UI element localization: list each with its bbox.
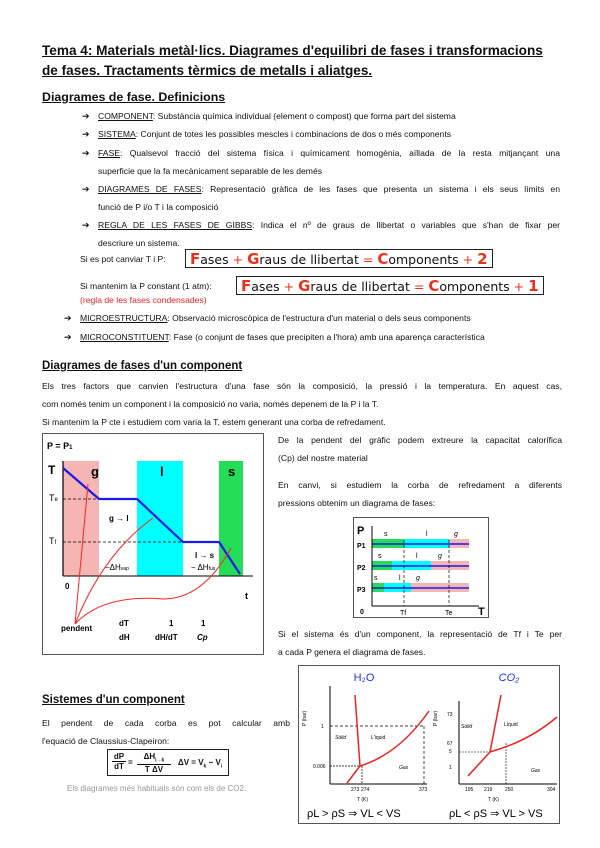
- svg-text:g: g: [416, 575, 420, 582]
- svg-text:P: P: [357, 525, 365, 537]
- paragraph-right: En canvi, si estudiem la corba de refredament a diferents pressions obtenim un diagrama de fases:: [278, 480, 562, 508]
- arrow-icon: ➔: [64, 332, 72, 342]
- paragraph-right: De la pendent del gràfic podem extreure la capacitat calorífica (Cp) del nostre material: [278, 435, 562, 463]
- svg-text:g: g: [438, 553, 442, 560]
- svg-text:T (K): T (K): [357, 797, 369, 803]
- svg-text:−ΔHvap: −ΔHvap: [105, 563, 129, 572]
- svg-text:273: 273: [351, 787, 360, 793]
- svg-text:0: 0: [65, 582, 70, 591]
- gibbs-label-p: Si mantenim la P constant (1 atm):: [80, 281, 212, 291]
- phase-diagram-figure: [353, 517, 489, 618]
- list-item: ➔ MICROESTRUCTURA: Observació microscòpica de l'estructura d'un material o dels seus components: [80, 309, 471, 327]
- svg-text:L'iquid: L'iquid: [371, 735, 386, 741]
- paragraph: El pendent de cada corba es pot calcular amb l'equació de Claussius-Clapeiron:: [42, 718, 290, 746]
- svg-text:s: s: [378, 553, 382, 560]
- svg-text:g: g: [454, 531, 458, 538]
- svg-text:195: 195: [465, 787, 474, 793]
- svg-text:1: 1: [449, 765, 452, 771]
- svg-text:dT: dT: [119, 619, 129, 628]
- svg-text:g: g: [91, 464, 99, 479]
- svg-text:Gas: Gas: [531, 768, 541, 774]
- gibbs-note: (regla de les fases condensades): [80, 295, 207, 305]
- svg-text:Te: Te: [445, 610, 453, 617]
- svg-text:g → l: g → l: [109, 514, 129, 523]
- section-heading-systems: Sistemes d'un component: [42, 694, 185, 706]
- clausius-clapeyron-formula: dP dT = $\Delta H_{i\to k}$ T ΔV $\Delta V = V_k - V_i$: [107, 749, 229, 776]
- svg-text:67: 67: [447, 741, 453, 747]
- svg-text:P (bar): P (bar): [433, 710, 439, 726]
- svg-text:373: 373: [419, 787, 428, 793]
- list-item: ➔ MICROCONSTITUENT: Fase (o conjunt de fases que precipiten a l'hora) amb una aparença característica: [80, 328, 485, 346]
- svg-text:219: 219: [484, 787, 493, 793]
- arrow-icon: ➔: [64, 313, 72, 323]
- svg-text:T (K): T (K): [488, 797, 500, 803]
- page-title: Tema 4: Materials metàl·lics. Diagrames d'equilibri de fases i transformacions de fases. Tractaments tèrmics de metalls i aliatges.: [42, 43, 543, 78]
- svg-text:Líquid: Líquid: [504, 722, 518, 728]
- svg-text:l: l: [416, 553, 418, 560]
- svg-text:73: 73: [447, 712, 453, 718]
- svg-text:CO₂: CO₂: [498, 672, 520, 684]
- list-item: ➔ SISTEMA: Conjunt de totes les possibles mescles i combinacions de dos o més components: [98, 125, 560, 143]
- svg-text:H₂O: H₂O: [353, 672, 375, 684]
- list-item: ➔ DIAGRAMES DE FASES: Representació gràfica de les fases que presenta un sistema i els seus límits en funció de P i/o T i la composició: [98, 180, 560, 216]
- arrow-icon: ➔: [82, 129, 90, 139]
- svg-text:P (bar): P (bar): [302, 710, 308, 726]
- arrow-icon: ➔: [82, 184, 90, 194]
- list-item: ➔ REGLA DE LES FASES DE GIBBS: Indica el nº de graus de llibertat o variables que s'han de fixar per descriure un sistema.: [98, 216, 560, 252]
- svg-text:P2: P2: [357, 565, 366, 572]
- gibbs-equation-2: Fases + Graus de llibertat = Components + 2: [185, 249, 493, 268]
- h2o-co2-diagrams-figure: [298, 665, 560, 824]
- svg-text:Gas: Gas: [399, 765, 409, 771]
- svg-text:1: 1: [169, 619, 174, 628]
- list-item: ➔ FASE: Qualsevol fracció del sistema física i químicament homogènia, aïllada de la resta mitjançant una superficie que la fa mecànicament separable de les demés: [98, 144, 560, 180]
- svg-text:Sòlid: Sòlid: [335, 735, 347, 741]
- svg-text:T: T: [48, 463, 56, 477]
- svg-text:P = P1: P = P1: [47, 441, 73, 451]
- svg-text:1: 1: [321, 724, 324, 730]
- svg-text:274: 274: [361, 787, 370, 793]
- svg-text:P3: P3: [357, 587, 366, 594]
- section-heading-one-component: Diagrames de fases d'un component: [42, 360, 243, 372]
- svg-text:l: l: [426, 531, 428, 538]
- note-text: Els diagrames més habituals són com els de CO2.: [67, 784, 247, 793]
- cooling-curve-figure: [42, 433, 264, 655]
- svg-text:ρL < ρS ⇒ VL > VS: ρL < ρS ⇒ VL > VS: [449, 808, 543, 820]
- svg-text:s: s: [228, 464, 236, 479]
- svg-text:dH/dT: dH/dT: [155, 633, 178, 642]
- arrow-icon: ➔: [82, 148, 90, 158]
- paragraph: Els tres factors que canvien l'estructura d'una fase són la composició, la pressió i la temperatura. En aquest cas, com només tenim un component i la composició no varia, només depenem de la P i la T. Si mantenim la P cte i estudiem com varia la T, estem generant una corba de refredament.: [42, 381, 562, 427]
- svg-text:s: s: [384, 531, 388, 538]
- svg-text:Cp: Cp: [197, 633, 208, 642]
- svg-text:304: 304: [547, 787, 556, 793]
- arrow-icon: ➔: [82, 111, 90, 121]
- paragraph-right: Si el sistema és d'un component, la representació de Tf i Te per a cada P genera el diagrama de fases.: [278, 629, 562, 657]
- svg-text:250: 250: [505, 787, 514, 793]
- svg-text:0.006: 0.006: [313, 764, 326, 770]
- svg-text:5: 5: [449, 749, 452, 755]
- svg-text:T: T: [478, 606, 485, 617]
- gibbs-label-tp: Si es pot canviar T i P:: [80, 254, 166, 264]
- svg-text:s: s: [374, 575, 378, 582]
- svg-text:Tf: Tf: [49, 536, 57, 546]
- list-item: ➔ COMPONENT: Substància química individual (element o compost) que forma part del sistema: [98, 107, 560, 125]
- arrow-icon: ➔: [82, 220, 90, 230]
- svg-text:1: 1: [201, 619, 206, 628]
- svg-text:dH: dH: [119, 633, 130, 642]
- svg-text:l → s: l → s: [195, 551, 215, 560]
- svg-text:l: l: [399, 575, 401, 582]
- gibbs-equation-1: Fases + Graus de llibertat = Components + 1: [236, 276, 544, 295]
- svg-text:l: l: [160, 464, 164, 479]
- svg-text:Sòlid: Sòlid: [461, 724, 473, 730]
- svg-text:0: 0: [360, 609, 364, 616]
- svg-text:P1: P1: [357, 543, 366, 550]
- svg-text:− ΔHfus: − ΔHfus: [191, 563, 216, 572]
- svg-text:Te: Te: [49, 493, 58, 503]
- svg-text:t: t: [245, 591, 248, 601]
- svg-text:pendent: pendent: [61, 624, 93, 633]
- svg-text:Tf: Tf: [400, 610, 407, 617]
- section-heading-definitions: Diagrames de fase. Definicions: [42, 90, 226, 104]
- svg-text:ρL > ρS ⇒ VL < VS: ρL > ρS ⇒ VL < VS: [307, 808, 401, 820]
